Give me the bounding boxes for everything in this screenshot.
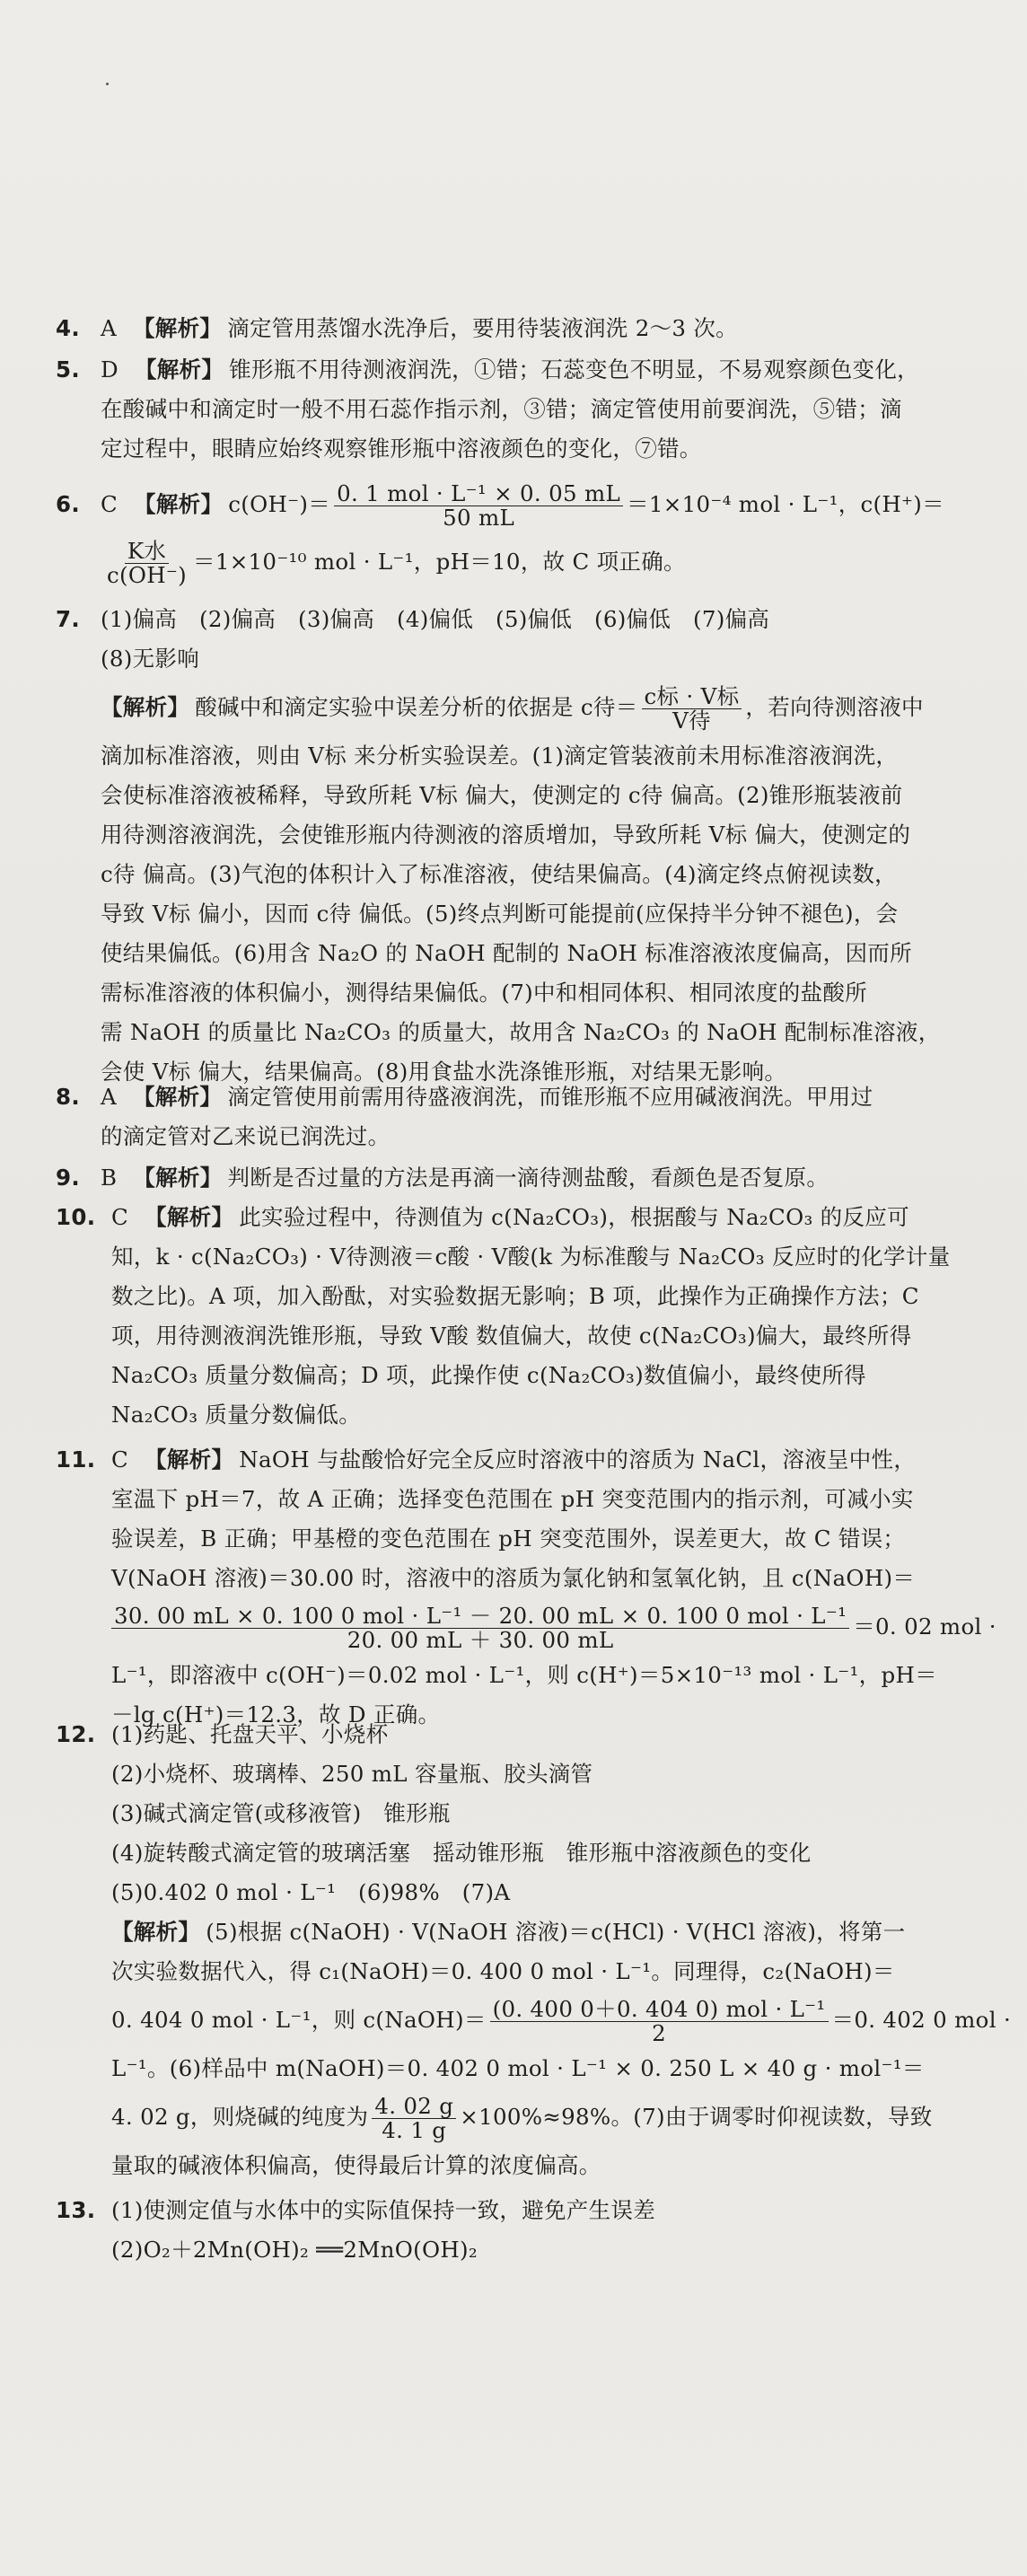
analysis-tag: 【解析】	[133, 1084, 223, 1110]
fraction	[104, 540, 189, 587]
formula-text: ＝0. 02 mol ·	[853, 1613, 996, 1640]
explanation-text: Na₂CO₃ 质量分数偏高；D 项，此操作使 c(Na₂CO₃)数值偏小，最终使所得	[111, 1362, 866, 1388]
fraction-numerator: 0. 1 mol · L⁻¹ × 0. 05 mL	[334, 482, 623, 506]
fraction-numerator: c标 · V标	[642, 685, 742, 709]
explanation-text: 量取的碱液体积偏高，使得最后计算的浓度偏高。	[111, 2152, 601, 2178]
explanation-text: L⁻¹，即溶液中 c(OH⁻)＝0.02 mol · L⁻¹，则 c(H⁺)＝5×10⁻¹³ mol · L⁻¹，pH＝	[111, 1662, 937, 1688]
fraction-numerator: K水	[125, 540, 169, 564]
answer-8	[56, 1077, 980, 1156]
answer-7	[56, 600, 980, 1092]
explanation-text: NaOH 与盐酸恰好完全反应时溶液中的溶质为 NaCl，溶液呈中性，	[239, 1446, 917, 1473]
analysis-tag: 【解析】	[134, 491, 224, 517]
answer-list: (1)偏高 (2)偏高 (3)偏高 (4)偏低 (5)偏低 (6)偏低 (7)偏高	[101, 606, 770, 632]
question-number: 11.	[56, 1446, 96, 1473]
fraction-denominator: V待	[672, 708, 711, 734]
explanation-text: 滴定管用蒸馏水洗净后，要用待装液润洗 2～3 次。	[227, 315, 738, 341]
explanation-text: 用待测溶液润洗，会使锥形瓶内待测液的溶质增加，导致所耗 V标 偏大，使测定的	[101, 822, 911, 848]
fraction	[334, 482, 623, 530]
question-number: 6.	[56, 491, 80, 517]
answer-choice: C	[111, 1446, 129, 1473]
formula-text: ＝1×10⁻¹⁰ mol · L⁻¹，pH＝10，故 C 项正确。	[193, 549, 686, 575]
answer-choice: A	[101, 315, 117, 341]
formula-text: ＝1×10⁻⁴ mol · L⁻¹，c(H⁺)＝	[627, 491, 944, 517]
fraction	[642, 685, 742, 733]
fraction-denominator: c(OH⁻)	[107, 562, 188, 588]
fraction-numerator: 30. 00 mL × 0. 100 0 mol · L⁻¹ － 20. 00 mL × 0. 100 0 mol · L⁻¹	[111, 1605, 849, 1629]
answer-6	[56, 476, 980, 591]
answer-9	[56, 1158, 980, 1198]
explanation-text: 滴定管使用前需用待盛液润洗，而锥形瓶不应用碱液润洗。甲用过	[227, 1084, 873, 1110]
explanation-text: 4. 02 g，则烧碱的纯度为	[111, 2104, 369, 2130]
explanation-text: 知，k · c(Na₂CO₃) · V待测液＝c酸 · V酸(k 为标准酸与 Na₂CO₃ 反应时的化学计量	[111, 1244, 951, 1270]
answer-list: (1)药匙、托盘天平、小烧杯	[111, 1721, 389, 1747]
explanation-text: ＝0. 402 0 mol ·	[831, 2007, 1012, 2033]
explanation-text: Na₂CO₃ 质量分数偏低。	[111, 1402, 362, 1428]
explanation-text: 次实验数据代入，得 c₁(NaOH)＝0. 400 0 mol · L⁻¹。同理得，c₂(NaOH)＝	[111, 1958, 895, 1984]
answer-4	[56, 309, 980, 348]
question-number: 4.	[56, 315, 80, 341]
explanation-text: (5)根据 c(NaOH) · V(NaOH 溶液)＝c(HCl) · V(HCl 溶液)，将第一	[206, 1919, 906, 1945]
explanation-text: 在酸碱中和滴定时一般不用石蕊作指示剂，③错；滴定管使用前要润洗，⑤错；滴	[101, 396, 902, 422]
explanation-text: 导致 V标 偏小，因而 c待 偏低。(5)终点判断可能提前(应保持半分钟不褪色)，会	[101, 901, 899, 927]
answer-list: (4)旋转酸式滴定管的玻璃活塞 摇动锥形瓶 锥形瓶中溶液颜色的变化	[111, 1840, 812, 1866]
answer-12	[56, 1715, 1012, 2185]
fraction-denominator: 4. 1 g	[382, 2117, 447, 2143]
answer-choice: D	[101, 356, 118, 382]
explanation-text: 定过程中，眼睛应始终观察锥形瓶中溶液颜色的变化，⑦错。	[101, 435, 702, 462]
analysis-tag: 【解析】	[134, 356, 224, 382]
explanation-text: 使结果偏低。(6)用含 Na₂O 的 NaOH 配制的 NaOH 标准溶液浓度偏高，因而所	[101, 940, 912, 966]
fraction-denominator: 50 mL	[443, 505, 515, 531]
answer-list: (5)0.402 0 mol · L⁻¹ (6)98% (7)A	[111, 1879, 511, 1905]
scan-speck	[106, 83, 109, 85]
answer-list: (2)小烧杯、玻璃棒、250 mL 容量瓶、胶头滴管	[111, 1761, 593, 1787]
question-number: 7.	[56, 606, 80, 632]
fraction	[372, 2095, 456, 2142]
answer-choice: C	[101, 491, 118, 517]
question-number: 12.	[56, 1721, 96, 1747]
fraction-numerator: 4. 02 g	[372, 2095, 456, 2119]
explanation-text: 判断是否过量的方法是再滴一滴待测盐酸，看颜色是否复原。	[227, 1165, 830, 1191]
question-number: 9.	[56, 1165, 80, 1191]
explanation-text: 的滴定管对乙来说已润洗过。	[101, 1123, 391, 1149]
explanation-text: 会使标准溶液被稀释，导致所耗 V标 偏大，使测定的 c待 偏高。(2)锥形瓶装液前	[101, 782, 903, 808]
question-number: 5.	[56, 356, 80, 382]
explanation-text: 锥形瓶不用待测液润洗，①错；石蕊变色不明显，不易观察颜色变化，	[229, 356, 919, 382]
fraction	[490, 1998, 829, 2045]
explanation-text: 需 NaOH 的质量比 Na₂CO₃ 的质量大，故用含 Na₂CO₃ 的 NaOH 配制标准溶液，	[101, 1019, 941, 1045]
answer-13	[56, 2191, 980, 2270]
explanation-text: ×100%≈98%。(7)由于调零时仰视读数，导致	[460, 2104, 933, 2130]
formula-text: c(OH⁻)＝	[228, 491, 331, 517]
question-number: 8.	[56, 1084, 80, 1110]
answer-10	[56, 1198, 980, 1435]
fraction	[111, 1605, 849, 1652]
fraction-numerator: (0. 400 0＋0. 404 0) mol · L⁻¹	[490, 1998, 829, 2022]
explanation-text: 项，用待测液润洗锥形瓶，导致 V酸 数值偏大，故使 c(Na₂CO₃)偏大，最终所得	[111, 1323, 912, 1349]
question-number: 10.	[56, 1204, 96, 1230]
explanation-text: 室温下 pH＝7，故 A 正确；选择变色范围在 pH 突变范围内的指示剂，可减小实	[111, 1486, 914, 1512]
analysis-tag: 【解析】	[133, 315, 223, 341]
fraction-denominator: 2	[652, 2020, 667, 2046]
explanation-text: 会使 V标 偏大，结果偏高。(8)用食盐水洗涤锥形瓶，对结果无影响。	[101, 1059, 787, 1085]
analysis-tag: 【解析】	[145, 1446, 234, 1473]
explanation-text: 酸碱中和滴定实验中误差分析的依据是 c待＝	[195, 694, 638, 720]
explanation-text: c待 偏高。(3)气泡的体积计入了标准溶液，使结果偏高。(4)滴定终点俯视读数，	[101, 861, 897, 887]
answer-list: (1)使测定值与水体中的实际值保持一致，避免产生误差	[111, 2197, 656, 2223]
answer-choice: B	[101, 1165, 118, 1191]
answer-choice: C	[111, 1204, 129, 1230]
explanation-text: 此实验过程中，待测值为 c(Na₂CO₃)，根据酸与 Na₂CO₃ 的反应可	[239, 1204, 909, 1230]
answer-list: (8)无影响	[101, 646, 200, 672]
answer-list: (2)O₂＋2Mn(OH)₂ ══2MnO(OH)₂	[111, 2237, 478, 2263]
analysis-tag: 【解析】	[133, 1165, 223, 1191]
explanation-text: L⁻¹。(6)样品中 m(NaOH)＝0. 402 0 mol · L⁻¹ × 0. 250 L × 40 g · mol⁻¹＝	[111, 2055, 925, 2081]
analysis-tag: 【解析】	[101, 694, 190, 720]
explanation-text: V(NaOH 溶液)＝30.00 时，溶液中的溶质为氯化钠和氢氧化钠，且 c(NaOH)＝	[111, 1565, 916, 1591]
analysis-tag: 【解析】	[145, 1204, 234, 1230]
answer-5	[56, 350, 980, 469]
explanation-text: 滴加标准溶液，则由 V标 来分析实验误差。(1)滴定管装液前未用标准溶液润洗，	[101, 743, 899, 769]
fraction-denominator: 20. 00 mL ＋ 30. 00 mL	[347, 1627, 614, 1653]
explanation-text: －lg c(H⁺)＝12.3，故 D 正确。	[111, 1701, 441, 1728]
explanation-text: 验误差，B 正确；甲基橙的变色范围在 pH 突变范围外，误差更大，故 C 错误；	[111, 1525, 906, 1552]
question-number: 13.	[56, 2197, 96, 2223]
answer-11	[56, 1440, 996, 1735]
answer-list: (3)碱式滴定管(或移液管) 锥形瓶	[111, 1800, 451, 1826]
explanation-text: ，若向待测溶液中	[745, 694, 924, 720]
answer-choice: A	[101, 1084, 117, 1110]
analysis-tag: 【解析】	[111, 1919, 201, 1945]
explanation-text: 数之比)。A 项，加入酚酞，对实验数据无影响；B 项，此操作为正确操作方法；C	[111, 1283, 919, 1309]
explanation-text: 0. 404 0 mol · L⁻¹，则 c(NaOH)＝	[111, 2007, 487, 2033]
explanation-text: 需标准溶液的体积偏小，测得结果偏低。(7)中和相同体积、相同浓度的盐酸所	[101, 980, 868, 1006]
